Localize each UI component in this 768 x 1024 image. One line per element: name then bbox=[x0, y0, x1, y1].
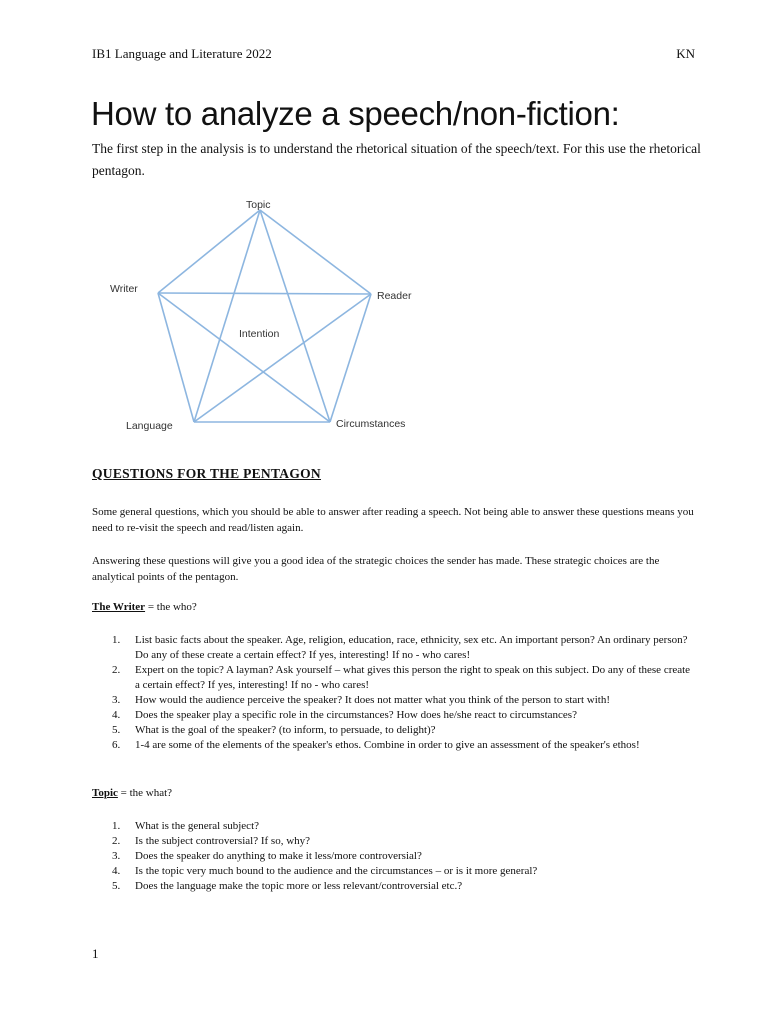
topic-heading-suffix: = the what? bbox=[117, 787, 173, 799]
writer-heading-label: The Writer bbox=[92, 601, 146, 613]
topic-question-list bbox=[92, 819, 692, 894]
list-item-number: 4. bbox=[112, 865, 121, 877]
label-intention: Intention bbox=[239, 328, 280, 340]
list-item-text: 1-4 are some of the elements of the speaker's ethos. Combine in order to give an assessment of the speaker's ethos! bbox=[135, 739, 640, 751]
label-circumstances: Circumstances bbox=[336, 418, 406, 430]
header-course: IB1 Language and Literature 2022 bbox=[92, 46, 272, 61]
list-item-text: Is the topic very much bound to the audience and the circumstances – or is it more general? bbox=[135, 865, 538, 877]
label-language: Language bbox=[126, 420, 173, 432]
list-item bbox=[92, 879, 692, 894]
list-item-number: 2. bbox=[112, 664, 121, 676]
list-item-text: Is the subject controversial? If so, why? bbox=[135, 835, 311, 847]
list-item-number: 4. bbox=[112, 709, 121, 721]
writer-heading bbox=[92, 601, 197, 613]
list-item-text: Does the language make the topic more or less relevant/controversial etc.? bbox=[135, 880, 463, 892]
list-item bbox=[92, 708, 692, 723]
list-item-number: 6. bbox=[112, 739, 121, 751]
topic-heading bbox=[92, 787, 172, 799]
topic-heading-label: Topic bbox=[92, 787, 118, 799]
star-line-topic-circumstances bbox=[260, 210, 330, 422]
writer-heading-suffix: = the who? bbox=[145, 601, 197, 613]
section-title: QUESTIONS FOR THE PENTAGON bbox=[92, 466, 321, 481]
header-initials: KN bbox=[676, 46, 695, 61]
list-item-number: 3. bbox=[112, 694, 121, 706]
list-item-text: What is the general subject? bbox=[135, 820, 260, 832]
list-item bbox=[92, 864, 692, 879]
writer-question-list bbox=[92, 633, 692, 753]
list-item bbox=[92, 834, 692, 849]
list-item bbox=[92, 819, 692, 834]
intro-paragraph: The first step in the analysis is to understand the rhetorical situation of the speech/text. For this use the rhetorical pentagon. bbox=[92, 141, 701, 178]
list-item bbox=[92, 633, 692, 663]
list-item-number: 3. bbox=[112, 850, 121, 862]
page-title: How to analyze a speech/non-fiction: bbox=[91, 95, 620, 132]
list-item bbox=[92, 723, 692, 738]
label-reader: Reader bbox=[377, 290, 412, 302]
list-item-text: What is the goal of the speaker? (to inform, to persuade, to delight)? bbox=[135, 724, 436, 736]
pent-edge-top-reader bbox=[260, 210, 371, 294]
pentagon-lines bbox=[158, 210, 371, 422]
label-topic: Topic bbox=[246, 199, 271, 211]
star-line-reader-language bbox=[194, 294, 371, 422]
list-item-text: How would the audience perceive the speaker? It does not matter what you think of the person to start with! bbox=[135, 694, 610, 706]
list-item-text: Expert on the topic? A layman? Ask yourself – what gives this person the right to speak on this subject. Do any of these create a certain effect? If yes, interesting! If no - who cares! bbox=[135, 664, 691, 691]
strategic-choices-paragraph: Answering these questions will give you a good idea of the strategic choices the sender has made. These strategic choices are the analytical points of the pentagon. bbox=[92, 555, 660, 583]
page-number: 1 bbox=[92, 946, 99, 961]
list-item-number: 5. bbox=[112, 880, 121, 892]
list-item bbox=[92, 693, 692, 708]
rhetorical-pentagon-diagram bbox=[88, 190, 428, 440]
pent-edge-top-writer bbox=[158, 210, 260, 293]
list-item-number: 1. bbox=[112, 634, 121, 646]
pent-edge-writer-language bbox=[158, 293, 194, 422]
label-writer: Writer bbox=[110, 283, 138, 295]
list-item-text: Does the speaker do anything to make it less/more controversial? bbox=[135, 850, 422, 862]
list-item-number: 1. bbox=[112, 820, 121, 832]
list-item-text: Does the speaker play a specific role in the circumstances? How does he/she react to circumstances? bbox=[135, 709, 577, 721]
list-item bbox=[92, 849, 692, 864]
general-questions-paragraph: Some general questions, which you should be able to answer after reading a speech. Not being able to answer these questions means you need to re-visit the speech and read/listen again. bbox=[92, 506, 694, 534]
list-item-number: 5. bbox=[112, 724, 121, 736]
star-line-topic-language bbox=[194, 210, 260, 422]
star-line-writer-reader bbox=[158, 293, 371, 294]
list-item-text: List basic facts about the speaker. Age, religion, education, race, ethnicity, sex etc. An important person? An ordinary person? Do any of these create a certain effect? If yes, interesting! If no - who cares! bbox=[135, 634, 688, 661]
star-line-writer-circumstances bbox=[158, 293, 330, 422]
list-item-number: 2. bbox=[112, 835, 121, 847]
pent-edge-reader-circumstances bbox=[330, 294, 371, 422]
list-item bbox=[92, 738, 692, 753]
list-item bbox=[92, 663, 692, 693]
